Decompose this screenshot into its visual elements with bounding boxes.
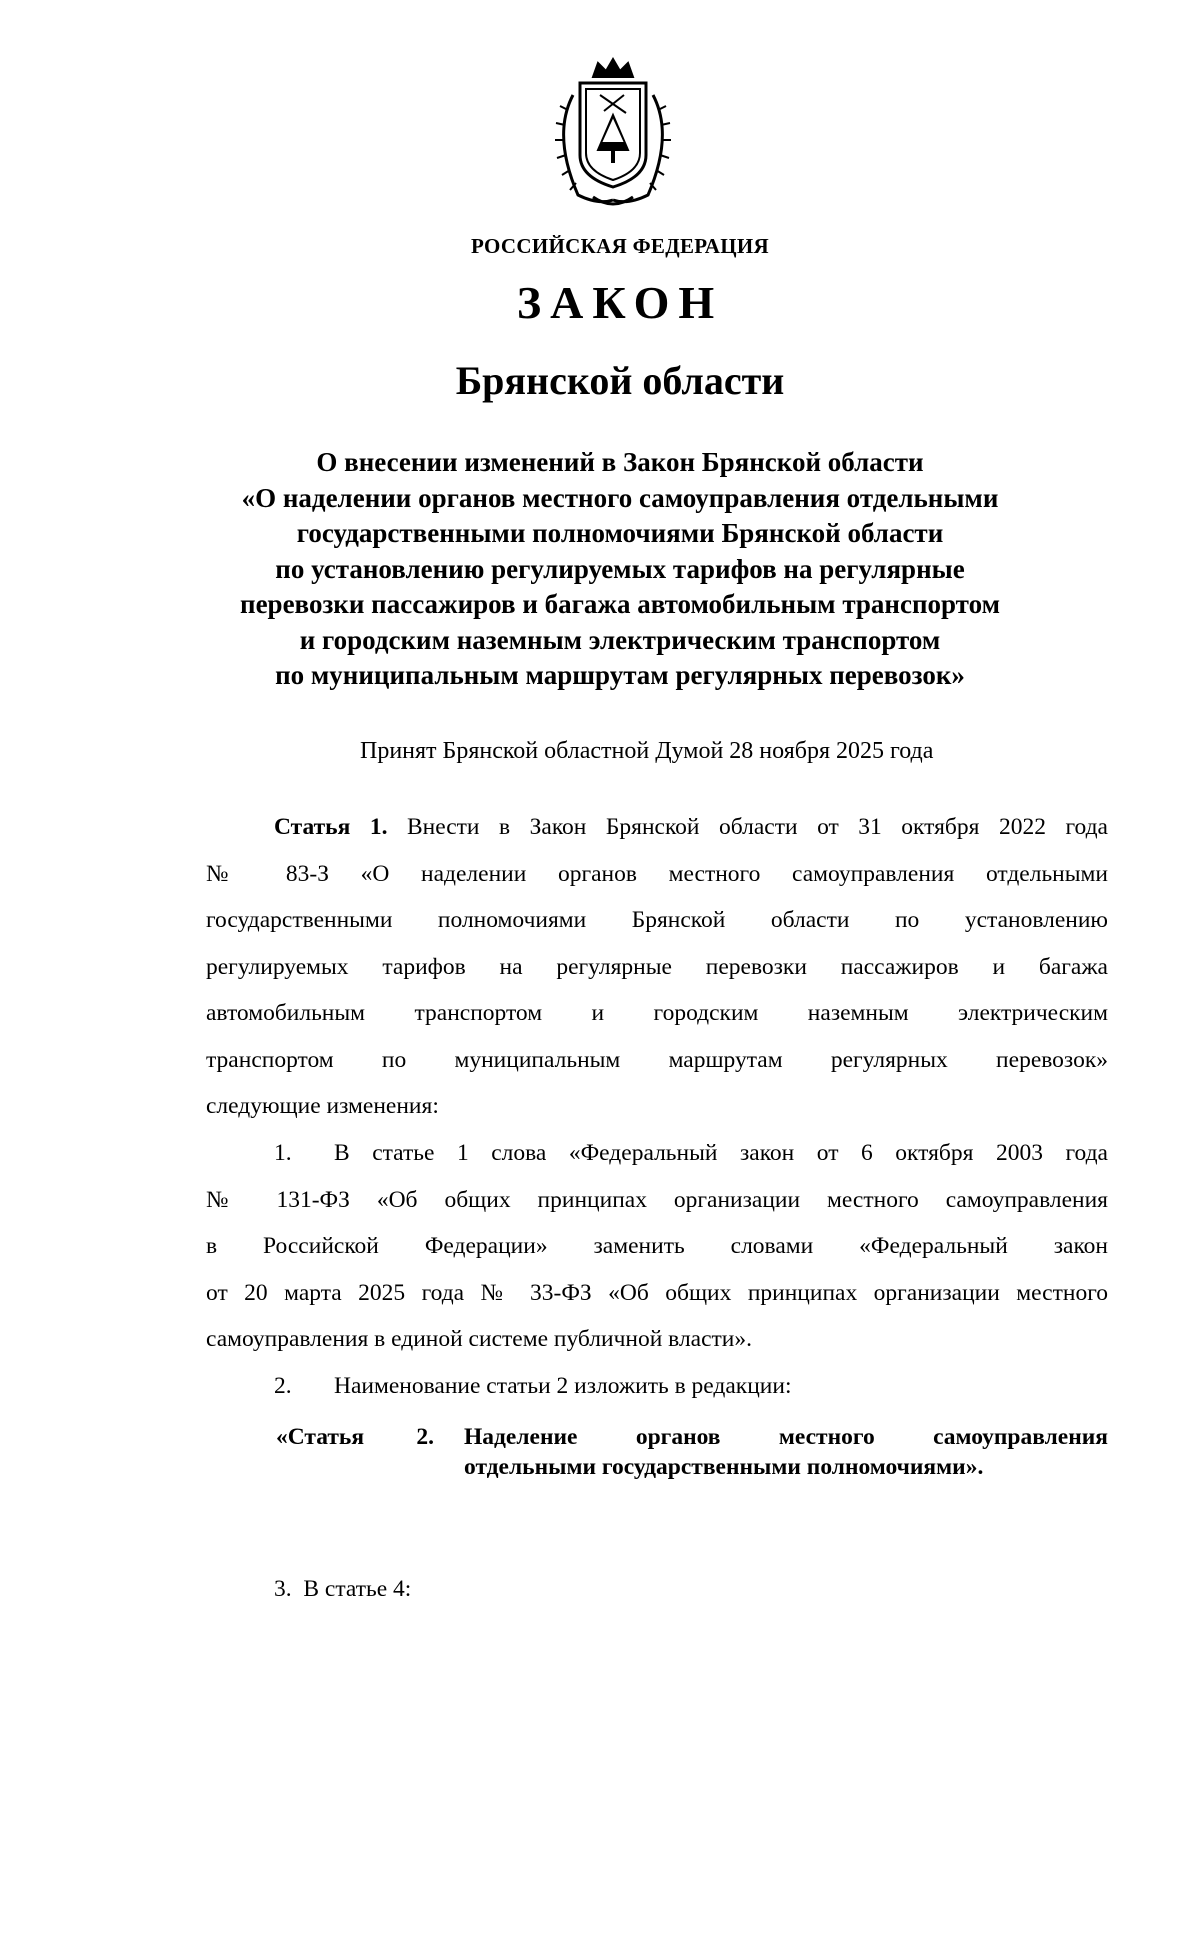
article-1-line: № 83-З «О наделении органов местного самоуправления отдельными	[206, 860, 1108, 887]
article-1-line: автомобильным транспортом и городским наземным электрическим	[206, 1000, 1108, 1026]
article-1-line: регулируемых тарифов на регулярные перевозки пассажиров и багажа	[206, 953, 1108, 980]
quoted-article-word: «Статья	[276, 1424, 365, 1450]
law-title-line: по установлению регулируемых тарифов на регулярные	[275, 553, 965, 584]
law-title-line: перевозки пассажиров и багажа автомобильным транспортом	[240, 589, 1000, 619]
item-1-line: в Российской Федерации» заменить словами «Федеральный закон	[206, 1233, 1108, 1259]
article-1-label: Статья 1.	[274, 814, 388, 840]
article-1-first-line	[206, 804, 1108, 851]
item-1-line: от 20 марта 2025 года № 33-ФЗ «Об общих принципах организации местного	[206, 1279, 1108, 1306]
quoted-article-number: 2.	[416, 1424, 434, 1450]
law-title-line: по муниципальным маршрутам регулярных перевозок»	[275, 660, 965, 690]
law-title-line: и городским наземным электрическим транспортом	[299, 624, 941, 655]
article-1-line: транспортом по муниципальным маршрутам регулярных перевозок»	[206, 1046, 1108, 1073]
item-1-first-line-text: В статье 1 слова «Федеральный закон от 6 октября 2003 года	[334, 1140, 1108, 1166]
item-2-text: Наименование статьи 2 изложить в редакции:	[334, 1373, 792, 1399]
document-type-heading: ЗАКОН	[516, 277, 724, 328]
region-heading: Брянской области	[455, 358, 785, 403]
item-1-number: 1.	[274, 1140, 292, 1166]
coat-of-arms-emblem	[538, 55, 688, 215]
item-2-line	[206, 1363, 1108, 1410]
item-3	[206, 1473, 1108, 1706]
item-3-text: 3. В статье 4:	[274, 1576, 412, 1602]
item-2-number: 2.	[274, 1373, 292, 1399]
item-2	[206, 1363, 1108, 1410]
law-title-line: О внесении изменений в Закон Брянской области	[316, 447, 924, 477]
quoted-article-line: отдельными государственными полномочиями».	[464, 1454, 984, 1480]
law-title-line: «О наделении органов местного самоуправления отдельными	[241, 482, 999, 513]
country-heading: РОССИЙСКАЯ ФЕДЕРАЦИЯ	[471, 234, 769, 258]
item-1-first-line	[206, 1130, 1108, 1177]
item-1	[206, 1130, 1108, 1363]
article-1-line: государственными полномочиями Брянской области по установлению	[206, 907, 1108, 933]
item-1-line: № 131-ФЗ «Об общих принципах организации местного самоуправления	[206, 1186, 1108, 1213]
article-1	[206, 804, 1108, 1130]
article-1-last-line: следующие изменения:	[206, 1093, 439, 1119]
law-title	[200, 445, 1040, 694]
adoption-note: Принят Брянской областной Думой 28 ноября 2025 года	[360, 738, 934, 764]
item-1-last-line: самоуправления в единой системе публичной власти».	[206, 1326, 753, 1352]
quoted-article-line: Наделение органов местного самоуправления	[464, 1424, 1108, 1450]
article-1-first-line-text: Внести в Закон Брянской области от 31 октября 2022 года	[387, 814, 1108, 840]
law-title-line: государственными полномочиями Брянской области	[296, 518, 944, 548]
